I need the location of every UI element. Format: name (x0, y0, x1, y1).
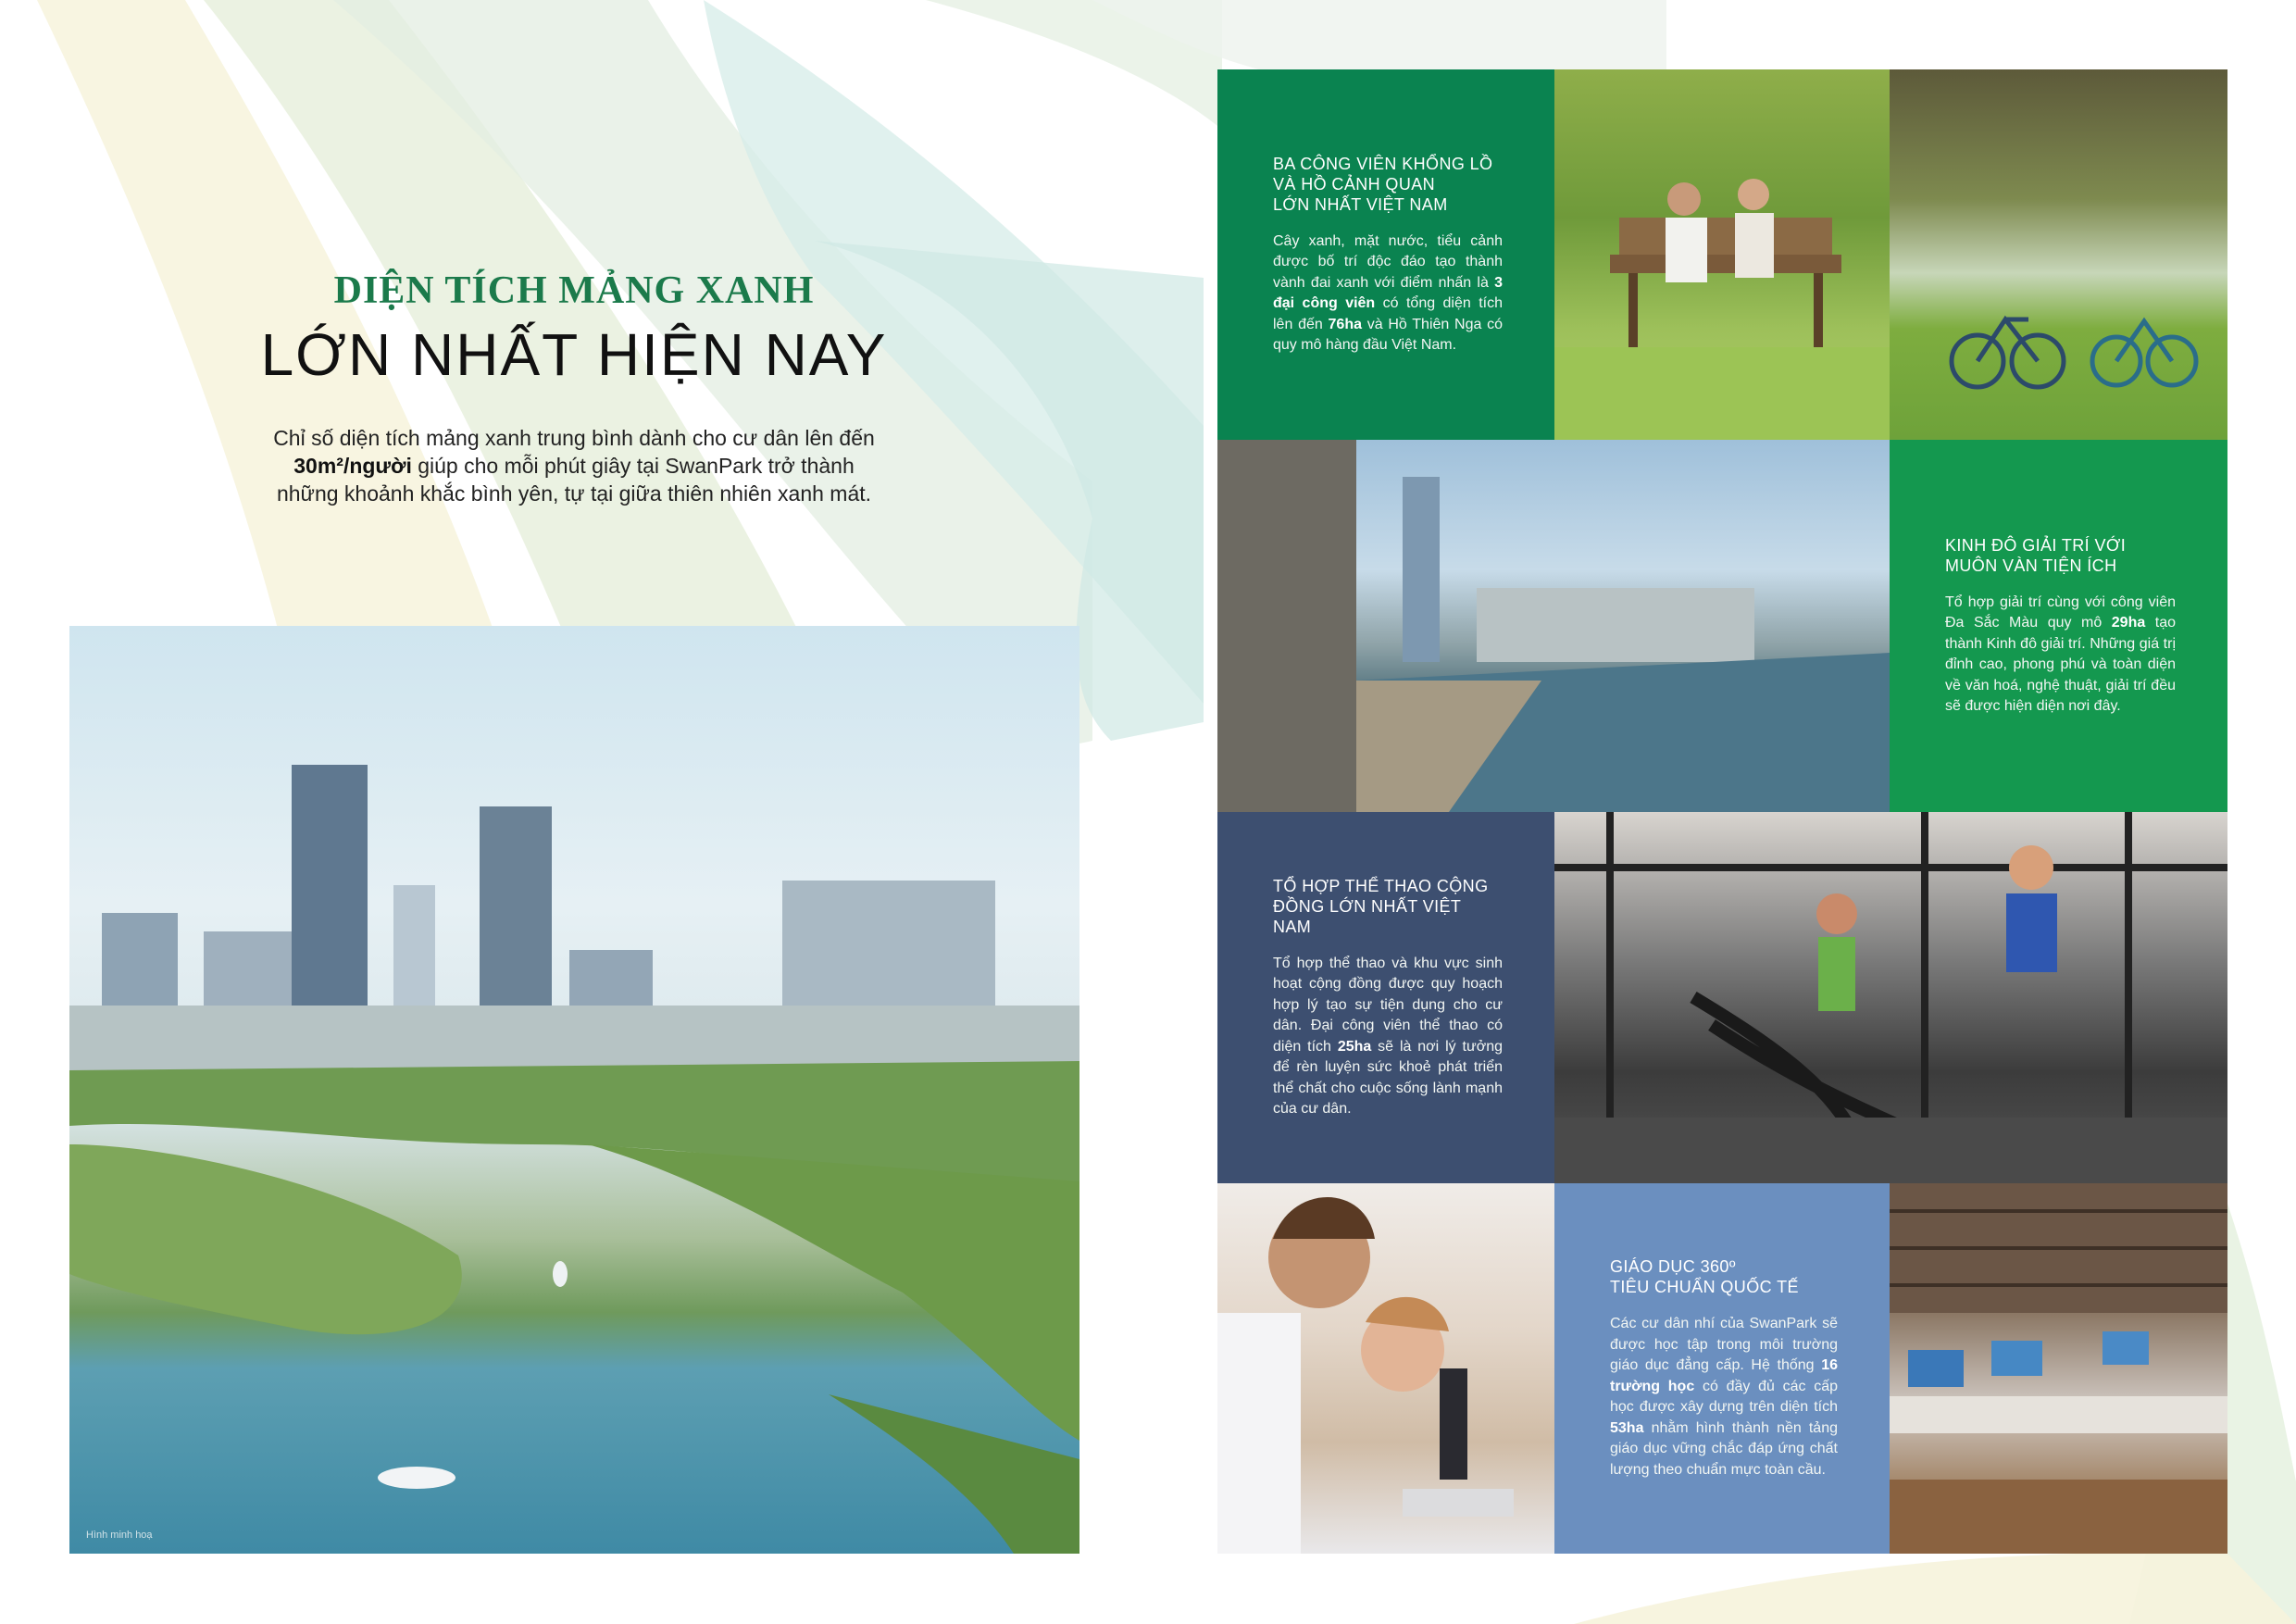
photo-scientist-child-microscope (1217, 1183, 1554, 1554)
section-subtitle: DIỆN TÍCH MẢNG XANH (333, 269, 815, 312)
illustration-caption: Hình minh hoạ (86, 1530, 153, 1541)
panel-education-heading (1610, 1256, 1838, 1297)
gym-illustration (1554, 812, 2227, 1183)
bench-couple-illustration (1554, 69, 1890, 440)
heading-line: LỚN NHẤT VIỆT NAM (1273, 194, 1448, 214)
heading-line: MUÔN VÀN TIỆN ÍCH (1945, 556, 2117, 575)
body-text: có tổng diện tích lên đến (1273, 295, 1504, 332)
highlight-53ha: 53ha (1610, 1419, 1644, 1436)
body-text: Cây xanh, mặt nước, tiểu cảnh được bố trí độc đáo tạo thành vành đai xanh với điểm nhấn là (1273, 232, 1503, 291)
highlight-29ha: 29ha (2111, 615, 2146, 631)
body-text: có đầy đủ các cấp học được xây dựng trên diện tích (1610, 1378, 1839, 1415)
body-text: nhằm hình thành nền tảng giáo dục vững chắc đáp ứng chất lượng theo chuẩn mực toàn cầu. (1610, 1419, 1838, 1478)
bicycles-illustration (1890, 69, 2227, 440)
heading-line: BA CÔNG VIÊN KHỔNG LỒ (1273, 154, 1493, 173)
city-skyline-illustration (69, 626, 1079, 1554)
intro-line-1: Chỉ số diện tích mảng xanh trung bình dành cho cư dân lên đến (273, 426, 875, 450)
library-illustration (1890, 1183, 2227, 1554)
panel-entertainment-body (1945, 593, 2176, 718)
heading-line: GIÁO DỤC 360º (1610, 1257, 1736, 1276)
heading-line: VÀ HỒ CẢNH QUAN (1273, 174, 1436, 194)
intro-line-3: những khoảnh khắc bình yên, tự tại giữa thiên nhiên xanh mát. (276, 481, 872, 506)
waterfront-illustration (1217, 440, 1890, 812)
intro-line-2: giúp cho mỗi phút giây tại SwanPark trở thành (411, 454, 855, 478)
photo-waterfront-promenade (1217, 440, 1890, 812)
highlight-16-schools: 16 trường học (1610, 1357, 1838, 1394)
section-title: LỚN NHẤT HIỆN NAY (260, 321, 888, 388)
panel-education (1554, 1183, 1890, 1554)
panel-entertainment-heading (1945, 535, 2176, 576)
photo-bicycles-in-park (1890, 69, 2227, 440)
heading-line: ĐỒNG LỚN NHẤT VIỆT NAM (1273, 896, 1462, 936)
body-text: Tổ hợp thể thao và khu vực sinh hoạt cộng đồng được quy hoạch hợp lý tạo sự tiện dụng cho cư dân. Đại công viên thể thao có diện tích (1273, 955, 1503, 1055)
highlight-76ha: 76ha (1328, 316, 1362, 332)
photo-couple-on-bench (1554, 69, 1890, 440)
microscope-illustration (1217, 1183, 1554, 1554)
body-text: sẽ là nơi lý tưởng để rèn luyện sức khoẻ phát triển thể chất cho cuộc sống lành mạnh của cư dân. (1273, 1038, 1503, 1117)
panel-parks-lake (1217, 69, 1554, 440)
panel-sports-body (1273, 954, 1503, 1120)
panel-entertainment (1890, 440, 2227, 812)
panel-parks-heading (1273, 154, 1503, 215)
heading-line: TỔ HỢP THỂ THAO CỘNG (1273, 876, 1489, 895)
intro-highlight-green-area: 30m²/người (293, 454, 412, 478)
body-text: và Hồ Thiên Nga có quy mô hàng đầu Việt Nam. (1273, 316, 1504, 353)
body-text: tạo thành Kinh đô giải trí. Những giá trị đỉnh cao, phong phú và toàn diện về văn hoá, nghệ thuật, giải trí đều sẽ được hiện diện nơi đây. (1945, 615, 2176, 714)
panel-parks-body (1273, 231, 1503, 356)
heading-line: TIÊU CHUẨN QUỐC TẾ (1610, 1278, 1799, 1296)
photo-children-library-computers (1890, 1183, 2227, 1554)
panel-education-body (1610, 1314, 1838, 1480)
body-text: Tổ hợp giải trí cùng với công viên Đa Sắc Màu quy mô (1945, 593, 2176, 631)
heading-line: KINH ĐÔ GIẢI TRÍ VỚI (1945, 535, 2127, 555)
panel-sports-heading (1273, 876, 1503, 937)
amenities-grid (1217, 69, 2227, 1554)
highlight-25ha: 25ha (1337, 1038, 1372, 1055)
panel-sports-complex (1217, 812, 1554, 1183)
photo-gym-battle-ropes (1554, 812, 2227, 1183)
left-page-heading (148, 269, 1000, 389)
intro-paragraph (148, 424, 1000, 507)
highlight-three-parks: 3 đại công viên (1273, 274, 1503, 311)
hero-city-lake-rendering (69, 626, 1079, 1554)
body-text: Các cư dân nhí của SwanPark sẽ được học tập trong môi trường giáo dục đẳng cấp. Hệ thống (1610, 1316, 1838, 1373)
